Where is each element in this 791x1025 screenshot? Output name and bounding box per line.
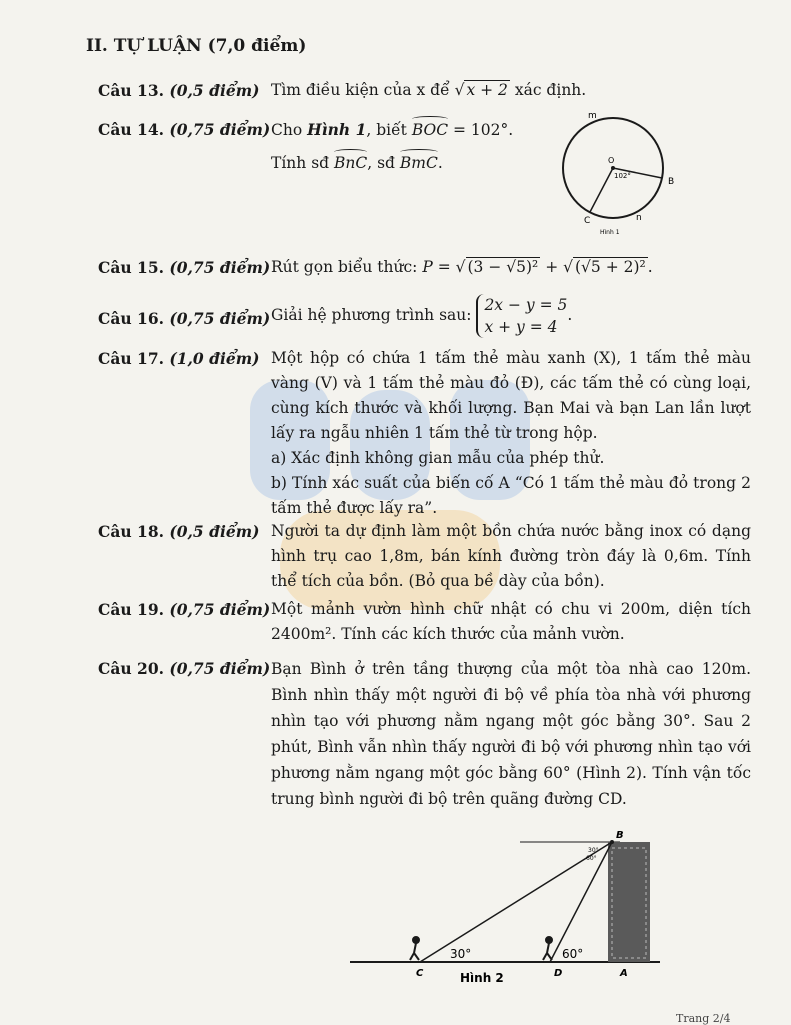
question-label: Câu 19. (0,75 điểm) — [98, 600, 271, 619]
label-angle-d: 60° — [562, 947, 584, 961]
question-label: Câu 20. (0,75 điểm) — [98, 659, 271, 678]
label-c: C — [416, 968, 424, 979]
question-13 — [98, 78, 758, 104]
label-o: O — [608, 156, 615, 165]
figure-2-building — [350, 826, 670, 986]
question-body: Tìm điều kiện của x để √ x + 2 xác định. — [271, 81, 587, 99]
question-body: Người ta dự định làm một bồn chứa nước bằng inox có dạng hình trụ cao 1,8m, bán kính đường tròn đáy là 0,6m. Tính thể tích của bồn. (Bỏ qua bề dày của bồn). — [271, 522, 751, 590]
label-c: C — [584, 216, 591, 226]
label-angle-top-1: 30° — [588, 847, 599, 854]
question-label: Câu 18. (0,5 điểm) — [98, 522, 260, 541]
question-body: Rút gọn biểu thức: P = √ (3 − √5)² + √ (√5 + 2)² . — [271, 258, 653, 276]
question-body: Bạn Bình ở trên tầng thượng của một tòa nhà cao 120m. Bình nhìn thấy một người đi bộ về phía tòa nhà với phương nhìn tạo với phương nằm ngang một góc bằng 30°. Sau 2 phút, Bình vẫn nhìn thấy người đi bộ với phương nhìn tạo với phương nằm ngang một góc bằng 60° (Hình 2). Tính vận tốc trung bình người đi bộ trên quãng đường CD. — [271, 660, 751, 808]
question-20 — [98, 656, 758, 816]
question-19 — [98, 597, 758, 649]
label-a: A — [620, 968, 628, 979]
question-label: Câu 17. (1,0 điểm) — [98, 349, 260, 368]
question-15 — [98, 255, 758, 283]
question-body: Một mảnh vườn hình chữ nhật có chu vi 200m, diện tích 2400m². Tính các kích thước của mảnh vườn. — [271, 600, 751, 643]
question-label: Câu 16. (0,75 điểm) — [98, 309, 271, 328]
label-angle-top-2: 60° — [586, 855, 597, 862]
label-angle-c: 30° — [450, 947, 472, 961]
question-label: Câu 15. (0,75 điểm) — [98, 258, 271, 277]
section-title: II. TỰ LUẬN (7,0 điểm) — [86, 36, 307, 56]
figure-2-caption: Hình 2 — [460, 971, 504, 985]
question-16 — [98, 294, 758, 344]
question-17 — [98, 346, 758, 516]
walker-d-icon — [543, 937, 552, 960]
label-angle: 102° — [614, 172, 631, 180]
sqrt-term-2: (√5 + 2)² — [575, 258, 646, 276]
question-body: Giải hệ phương trình sau: 2x − y = 5 x + y = 4 . — [271, 296, 573, 336]
sqrt-expression: x + 2 — [466, 81, 508, 99]
question-label: Câu 14. (0,75 điểm) — [98, 120, 271, 139]
equation-system: 2x − y = 5 x + y = 4 — [476, 294, 567, 338]
label-b: B — [668, 177, 675, 187]
question-label: Câu 13. (0,5 điểm) — [98, 81, 260, 100]
figure-1-circle — [548, 108, 708, 238]
walker-c-icon — [410, 937, 419, 960]
question-18 — [98, 519, 758, 595]
sqrt-term-1: (3 − √5)² — [467, 258, 539, 276]
question-body: Một hộp có chứa 1 tấm thẻ màu xanh (X), 1 tấm thẻ màu vàng (V) và 1 tấm thẻ màu đỏ (Đ), các tấm thẻ có cùng loại, cùng kích thước và khối lượng. Bạn Mai và bạn Lan lần lượt lấy ra ngẫu nhiên 1 tấm thẻ từ trong hộp. a) Xác định không gian mẫu của phép thử. b) Tính xác suất của biến cố A “Có 1 tấm thẻ màu đỏ trong 2 tấm thẻ được lấy ra”. — [271, 349, 751, 517]
label-d: D — [554, 968, 563, 979]
label-n: n — [636, 213, 642, 223]
label-m: m — [588, 111, 597, 121]
label-b: B — [616, 830, 624, 841]
question-body: Cho Hình 1, biết BOC = 102°. Tính sđ BnC, sđ BmC. — [271, 117, 751, 176]
page-number: Trang 2/4 — [676, 1012, 731, 1025]
figure-1-caption: Hình 1 — [600, 229, 620, 236]
